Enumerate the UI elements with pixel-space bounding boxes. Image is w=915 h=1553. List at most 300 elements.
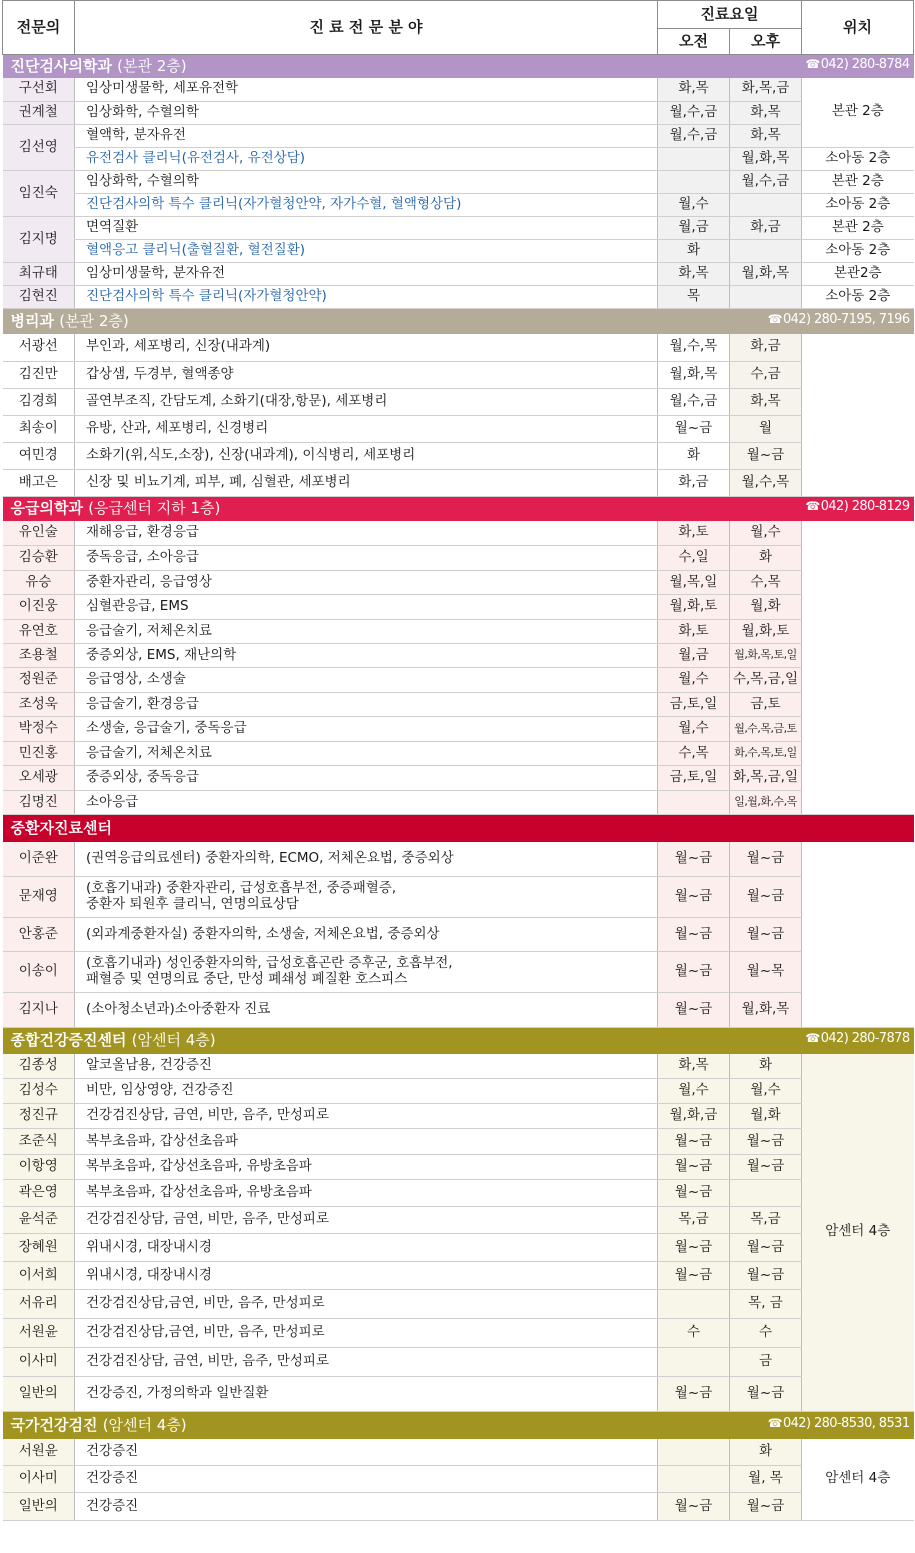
am-days: 월~금 <box>658 1377 730 1412</box>
table-row <box>3 571 914 595</box>
doctor-name: 최규태 <box>3 263 75 286</box>
pm-days: 월,화,토 <box>730 620 802 644</box>
section-phone <box>805 58 913 73</box>
am-days: 월~금 <box>658 1129 730 1155</box>
table-row <box>3 125 914 148</box>
section-phone <box>768 1417 914 1432</box>
schedule-body <box>3 55 914 1521</box>
pm-days: 금,토 <box>730 693 802 717</box>
section-location: (본관 2층) <box>117 56 187 75</box>
pm-days: 월~금 <box>730 1129 802 1155</box>
table-row <box>3 766 914 791</box>
pm-days: 월,수 <box>730 1079 802 1104</box>
table-row <box>3 1180 914 1207</box>
doctor-name: 김현진 <box>3 286 75 309</box>
section-phone-number: 042) 280-7195, 7196 <box>782 311 910 327</box>
table-row <box>3 668 914 693</box>
am-days <box>658 1439 730 1466</box>
doctor-name: 임진숙 <box>3 171 75 217</box>
table-row <box>3 717 914 742</box>
location-cell: 본관 2층 <box>802 171 914 194</box>
doctor-name: 서원윤 <box>3 1319 75 1348</box>
specialty-field: 면역질환 <box>75 217 658 240</box>
pm-days <box>730 286 802 309</box>
am-days: 월~금 <box>658 952 730 993</box>
pm-days: 화,금 <box>730 217 802 240</box>
am-days: 수 <box>658 1319 730 1348</box>
am-days: 월~금 <box>658 993 730 1028</box>
specialty-field: 부인과, 세포병리, 신장(내과계) <box>75 334 658 362</box>
pm-days: 화,금 <box>730 334 802 362</box>
pm-days: 월~금 <box>730 1262 802 1290</box>
specialty-field: 건강증진 <box>75 1439 658 1466</box>
table-row <box>3 443 914 470</box>
am-days <box>658 1348 730 1377</box>
section-title-cell <box>3 497 914 521</box>
pm-days: 화,수,목,토,일 <box>730 742 802 766</box>
pm-days: 월 <box>730 416 802 443</box>
doctor-name: 이항영 <box>3 1155 75 1180</box>
doctor-name: 김지명 <box>3 217 75 263</box>
pm-days: 월~금 <box>730 1234 802 1262</box>
pm-days: 월~목 <box>730 952 802 993</box>
location-cell: 암센터 4층 <box>802 1439 914 1521</box>
doctor-name: 조용철 <box>3 644 75 668</box>
specialty-field: 건강증진 <box>75 1493 658 1521</box>
am-days: 화 <box>658 443 730 470</box>
table-row <box>3 1207 914 1234</box>
table-row <box>3 1104 914 1129</box>
specialty-field: 복부초음파, 갑상선초음파, 유방초음파 <box>75 1180 658 1207</box>
header-days: 진료요일 <box>658 1 802 29</box>
table-row <box>3 148 914 171</box>
doctor-name: 구선회 <box>3 78 75 102</box>
table-row <box>3 1290 914 1319</box>
pm-days: 월,화,목 <box>730 263 802 286</box>
am-days: 금,토,일 <box>658 766 730 791</box>
section-title-cell <box>3 1412 914 1439</box>
header-location: 위치 <box>802 1 914 55</box>
specialty-field: 응급술기, 저체온치료 <box>75 742 658 766</box>
pm-days: 월, 목 <box>730 1466 802 1493</box>
section-name: 중환자진료센터 <box>10 818 112 837</box>
specialty-field <box>75 952 658 993</box>
am-days: 월~금 <box>658 1262 730 1290</box>
location-cell <box>802 334 914 497</box>
schedule-table <box>2 0 914 1521</box>
specialty-field: 혈액학, 분자유전 <box>75 125 658 148</box>
specialty-field: 복부초음파, 갑상선초음파, 유방초음파 <box>75 1155 658 1180</box>
specialty-line: 중환자 퇴원후 클리닉, 연명의료상담 <box>86 896 299 912</box>
doctor-name: 김선영 <box>3 125 75 171</box>
doctor-name: 정원준 <box>3 668 75 693</box>
section-location: (암센터 4층) <box>102 1415 187 1434</box>
specialty-field: 건강검진상담,금연, 비만, 음주, 만성피로 <box>75 1319 658 1348</box>
am-days: 월~금 <box>658 842 730 877</box>
table-row <box>3 78 914 102</box>
am-days: 월,목,일 <box>658 571 730 595</box>
specialty-field: 비만, 임상영양, 건강증진 <box>75 1079 658 1104</box>
phone-icon: ☎ <box>805 499 820 514</box>
am-days: 화,목 <box>658 1054 730 1079</box>
specialty-field: 임상미생물학, 분자유전 <box>75 263 658 286</box>
doctor-name: 이서희 <box>3 1262 75 1290</box>
doctor-name: 문재영 <box>3 877 75 918</box>
am-days: 월,수 <box>658 1079 730 1104</box>
table-row <box>3 1155 914 1180</box>
table-row <box>3 620 914 644</box>
pm-days: 월~금 <box>730 918 802 952</box>
am-days: 월~금 <box>658 416 730 443</box>
pm-days: 월,화,목,토,일 <box>730 644 802 668</box>
section-name: 응급의학과 <box>10 499 83 518</box>
section-header-diag <box>3 55 914 78</box>
specialty-field: 진단검사의학 특수 클리닉(자가혈청안약) <box>75 286 658 309</box>
specialty-field: 건강증진, 가정의학과 일반질환 <box>75 1377 658 1412</box>
am-days: 월~금 <box>658 1155 730 1180</box>
header-am: 오전 <box>658 29 730 55</box>
specialty-field: 재해응급, 환경응급 <box>75 521 658 546</box>
phone-icon: ☎ <box>805 56 820 71</box>
doctor-name: 유인술 <box>3 521 75 546</box>
pm-days: 월,화,목 <box>730 993 802 1028</box>
specialty-field: 건강증진 <box>75 1466 658 1493</box>
table-row <box>3 1319 914 1348</box>
specialty-field: 혈액응고 클리닉(출혈질환, 혈전질환) <box>75 240 658 263</box>
table-row <box>3 1054 914 1079</box>
doctor-name: 일반의 <box>3 1377 75 1412</box>
specialty-field <box>75 993 658 1028</box>
section-header-health <box>3 1028 914 1054</box>
specialty-field: 응급영상, 소생술 <box>75 668 658 693</box>
table-row <box>3 842 914 877</box>
am-days <box>658 148 730 171</box>
specialty-field: 알코올남용, 건강증진 <box>75 1054 658 1079</box>
section-header-crit <box>3 815 914 842</box>
pm-days: 월,수 <box>730 521 802 546</box>
pm-days <box>730 240 802 263</box>
doctor-name: 김지나 <box>3 993 75 1028</box>
specialty-field: 중증외상, 중독응급 <box>75 766 658 791</box>
table-row <box>3 521 914 546</box>
pm-days: 수,목 <box>730 571 802 595</box>
phone-icon: ☎ <box>767 1415 782 1430</box>
table-row <box>3 1439 914 1466</box>
table-row <box>3 546 914 571</box>
specialty-line: (외과계중환자실) 중환자의학, 소생술, 저체온요법, 중증외상 <box>86 925 440 942</box>
specialty-field: 갑상샘, 두경부, 혈액종양 <box>75 362 658 389</box>
specialty-field: 신장 및 비뇨기계, 피부, 폐, 심혈관, 세포병리 <box>75 470 658 497</box>
table-row <box>3 362 914 389</box>
table-row <box>3 918 914 952</box>
section-location: (암센터 4층) <box>131 1031 216 1050</box>
pm-days: 월,화,목 <box>730 148 802 171</box>
section-title-cell <box>3 55 914 78</box>
doctor-name: 김경희 <box>3 389 75 416</box>
doctor-name: 김명진 <box>3 791 75 815</box>
specialty-field: 건강검진상담, 금연, 비만, 음주, 만성피로 <box>75 1348 658 1377</box>
am-days: 금,토,일 <box>658 693 730 717</box>
am-days <box>658 791 730 815</box>
specialty-line: (소아청소년과)소아중환자 진료 <box>86 1001 271 1018</box>
pm-days: 월,수,목 <box>730 470 802 497</box>
doctor-name: 김성수 <box>3 1079 75 1104</box>
am-days: 월,수 <box>658 194 730 217</box>
pm-days: 월~금 <box>730 1377 802 1412</box>
location-cell: 본관 2층 <box>802 78 914 148</box>
am-days: 월,금 <box>658 644 730 668</box>
am-days: 수,목 <box>658 742 730 766</box>
doctor-name: 곽은영 <box>3 1180 75 1207</box>
specialty-field: 응급술기, 환경응급 <box>75 693 658 717</box>
location-cell: 본관2층 <box>802 263 914 286</box>
doctor-name: 이송이 <box>3 952 75 993</box>
am-days: 월~금 <box>658 918 730 952</box>
am-days: 월,수 <box>658 668 730 693</box>
section-title-cell <box>3 309 914 334</box>
table-row <box>3 286 914 309</box>
am-days: 월~금 <box>658 1180 730 1207</box>
am-days: 월,수,금 <box>658 389 730 416</box>
location-cell: 본관 2층 <box>802 217 914 240</box>
table-row <box>3 171 914 194</box>
doctor-name: 이사미 <box>3 1348 75 1377</box>
doctor-name: 민진홍 <box>3 742 75 766</box>
section-name: 종합건강증진센터 <box>10 1031 127 1050</box>
doctor-name: 유승 <box>3 571 75 595</box>
header-pm: 오후 <box>730 29 802 55</box>
pm-days: 월,수,금 <box>730 171 802 194</box>
specialty-field: 유방, 산과, 세포병리, 신경병리 <box>75 416 658 443</box>
doctor-name: 조준식 <box>3 1129 75 1155</box>
specialty-field: 중증외상, EMS, 재난의학 <box>75 644 658 668</box>
am-days: 월,화,금 <box>658 1104 730 1129</box>
specialty-field: 임상화학, 수혈의학 <box>75 171 658 194</box>
pm-days: 화 <box>730 1054 802 1079</box>
table-row <box>3 1493 914 1521</box>
table-row <box>3 595 914 620</box>
table-row <box>3 952 914 993</box>
doctor-name: 이준완 <box>3 842 75 877</box>
pm-days: 화,목,금 <box>730 78 802 102</box>
pm-days: 화 <box>730 546 802 571</box>
specialty-field: 위내시경, 대장내시경 <box>75 1262 658 1290</box>
pm-days: 화 <box>730 1439 802 1466</box>
doctor-name: 조성욱 <box>3 693 75 717</box>
pm-days: 월~금 <box>730 1493 802 1521</box>
pm-days <box>730 1180 802 1207</box>
specialty-line: (호흡기내과) 중환자관리, 급성호흡부전, 중증패혈증, <box>86 880 397 897</box>
am-days: 월~금 <box>658 877 730 918</box>
table-row <box>3 993 914 1028</box>
section-title-cell <box>3 815 914 842</box>
specialty-field: 소화기(위,식도,소장), 신장(내과계), 이식병리, 세포병리 <box>75 443 658 470</box>
pm-days: 월~금 <box>730 443 802 470</box>
am-days: 화,금 <box>658 470 730 497</box>
section-phone <box>805 500 913 515</box>
am-days <box>658 171 730 194</box>
specialty-line: 패혈증 및 연명의료 중단, 만성 폐쇄성 폐질환 호스피스 <box>86 971 408 987</box>
specialty-field: 소생술, 응급술기, 중독응급 <box>75 717 658 742</box>
am-days: 월~금 <box>658 1234 730 1262</box>
am-days: 월,금 <box>658 217 730 240</box>
am-days: 월,수,금 <box>658 125 730 148</box>
table-row <box>3 1079 914 1104</box>
section-phone-number: 042) 280-7878 <box>820 1031 910 1047</box>
specialty-line: (권역응급의료센터) 중환자의학, ECMO, 저체온요법, 중증외상 <box>86 849 454 866</box>
doctor-name: 서광선 <box>3 334 75 362</box>
specialty-field: 건강검진상담,금연, 비만, 음주, 만성피로 <box>75 1290 658 1319</box>
section-header-emer <box>3 497 914 521</box>
section-location: (응급센터 지하 1층) <box>88 499 221 518</box>
table-row <box>3 416 914 443</box>
location-cell: 소아동 2층 <box>802 148 914 171</box>
table-row <box>3 389 914 416</box>
table-row <box>3 644 914 668</box>
section-phone <box>805 1032 913 1047</box>
am-days <box>658 1466 730 1493</box>
doctor-name: 김승환 <box>3 546 75 571</box>
am-days: 월,수 <box>658 717 730 742</box>
section-title-cell <box>3 1028 914 1054</box>
pm-days: 일,월,화,수,목 <box>730 791 802 815</box>
pm-days: 화,목 <box>730 102 802 125</box>
specialty-field: 심혈관응급, EMS <box>75 595 658 620</box>
doctor-name: 이진웅 <box>3 595 75 620</box>
am-days: 화,목 <box>658 78 730 102</box>
am-days: 화,토 <box>658 620 730 644</box>
table-row <box>3 102 914 125</box>
section-name: 진단검사의학과 <box>10 56 112 75</box>
section-phone-number: 042) 280-8784 <box>820 56 910 72</box>
specialty-field: 소아응급 <box>75 791 658 815</box>
doctor-name: 이사미 <box>3 1466 75 1493</box>
doctor-name: 유연호 <box>3 620 75 644</box>
section-phone <box>768 313 914 328</box>
section-phone-number: 042) 280-8530, 8531 <box>782 1415 910 1431</box>
pm-days: 수,목,금,일 <box>730 668 802 693</box>
am-days: 월,화,토 <box>658 595 730 620</box>
table-row <box>3 791 914 815</box>
table-row <box>3 742 914 766</box>
specialty-field: 중환자관리, 응급영상 <box>75 571 658 595</box>
specialty-field: 건강검진상담, 금연, 비만, 음주, 만성피로 <box>75 1207 658 1234</box>
phone-icon: ☎ <box>805 1031 820 1046</box>
pm-days: 수,금 <box>730 362 802 389</box>
doctor-name: 서원윤 <box>3 1439 75 1466</box>
table-row <box>3 263 914 286</box>
doctor-name: 서유리 <box>3 1290 75 1319</box>
doctor-name: 윤석준 <box>3 1207 75 1234</box>
location-cell: 소아동 2층 <box>802 194 914 217</box>
doctor-name: 김종성 <box>3 1054 75 1079</box>
pm-days: 화,목 <box>730 125 802 148</box>
doctor-name: 박정수 <box>3 717 75 742</box>
specialty-line: (호흡기내과) 성인중환자의학, 급성호흡곤란 증후군, 호흡부전, <box>86 955 453 972</box>
header-doctor: 전문의 <box>3 1 75 55</box>
doctor-name: 김진만 <box>3 362 75 389</box>
location-cell: 소아동 2층 <box>802 286 914 309</box>
am-days: 월,수,금 <box>658 102 730 125</box>
table-row <box>3 470 914 497</box>
section-name: 병리과 <box>10 311 54 330</box>
specialty-field: 건강검진상담, 금연, 비만, 음주, 만성피로 <box>75 1104 658 1129</box>
doctor-name: 최송이 <box>3 416 75 443</box>
location-cell: 소아동 2층 <box>802 240 914 263</box>
pm-days: 월~금 <box>730 1155 802 1180</box>
doctor-name: 오세광 <box>3 766 75 791</box>
am-days: 월,화,목 <box>658 362 730 389</box>
pm-days: 목,금 <box>730 1207 802 1234</box>
am-days: 화,토 <box>658 521 730 546</box>
specialty-field: 응급술기, 저체온치료 <box>75 620 658 644</box>
phone-icon: ☎ <box>767 311 782 326</box>
doctor-name: 장혜원 <box>3 1234 75 1262</box>
table-row <box>3 1348 914 1377</box>
am-days <box>658 1290 730 1319</box>
pm-days <box>730 194 802 217</box>
doctor-name: 일반의 <box>3 1493 75 1521</box>
table-row <box>3 1466 914 1493</box>
pm-days: 금 <box>730 1348 802 1377</box>
specialty-field: 중독응급, 소아응급 <box>75 546 658 571</box>
table-row <box>3 217 914 240</box>
pm-days: 월~금 <box>730 842 802 877</box>
header-field: 진 료 전 문 분 야 <box>75 1 658 55</box>
table-row <box>3 334 914 362</box>
am-days: 월~금 <box>658 1493 730 1521</box>
table-row <box>3 877 914 918</box>
am-days: 화,목 <box>658 263 730 286</box>
table-row <box>3 194 914 217</box>
doctor-name: 안홍준 <box>3 918 75 952</box>
specialty-field: 유전검사 클리닉(유전검사, 유전상담) <box>75 148 658 171</box>
section-header-national <box>3 1412 914 1439</box>
specialty-field: 임상미생물학, 세포유전학 <box>75 78 658 102</box>
doctor-name: 배고은 <box>3 470 75 497</box>
pm-days: 월,수,목,금,토 <box>730 717 802 742</box>
section-phone-number: 042) 280-8129 <box>820 499 910 515</box>
am-days: 목,금 <box>658 1207 730 1234</box>
pm-days: 월,화 <box>730 595 802 620</box>
am-days: 월,수,목 <box>658 334 730 362</box>
doctor-name: 정진규 <box>3 1104 75 1129</box>
pm-days: 수 <box>730 1319 802 1348</box>
doctor-name: 여민경 <box>3 443 75 470</box>
specialty-field: 진단검사의학 특수 클리닉(자가혈청안약, 자가수혈, 혈액형상담) <box>75 194 658 217</box>
pm-days: 화,목,금,일 <box>730 766 802 791</box>
table-row <box>3 240 914 263</box>
table-row <box>3 693 914 717</box>
specialty-field <box>75 918 658 952</box>
pm-days: 목, 금 <box>730 1290 802 1319</box>
am-days: 수,일 <box>658 546 730 571</box>
am-days: 화 <box>658 240 730 263</box>
table-row <box>3 1234 914 1262</box>
table-row <box>3 1262 914 1290</box>
am-days: 목 <box>658 286 730 309</box>
specialty-field: 임상화학, 수혈의학 <box>75 102 658 125</box>
section-header-path <box>3 309 914 334</box>
location-cell <box>802 521 914 815</box>
table-row <box>3 1377 914 1412</box>
pm-days: 화,목 <box>730 389 802 416</box>
specialty-field: 골연부조직, 간담도계, 소화기(대장,항문), 세포병리 <box>75 389 658 416</box>
specialty-field: 위내시경, 대장내시경 <box>75 1234 658 1262</box>
section-location: (본관 2층) <box>59 311 129 330</box>
table-row <box>3 1129 914 1155</box>
pm-days: 월~금 <box>730 877 802 918</box>
